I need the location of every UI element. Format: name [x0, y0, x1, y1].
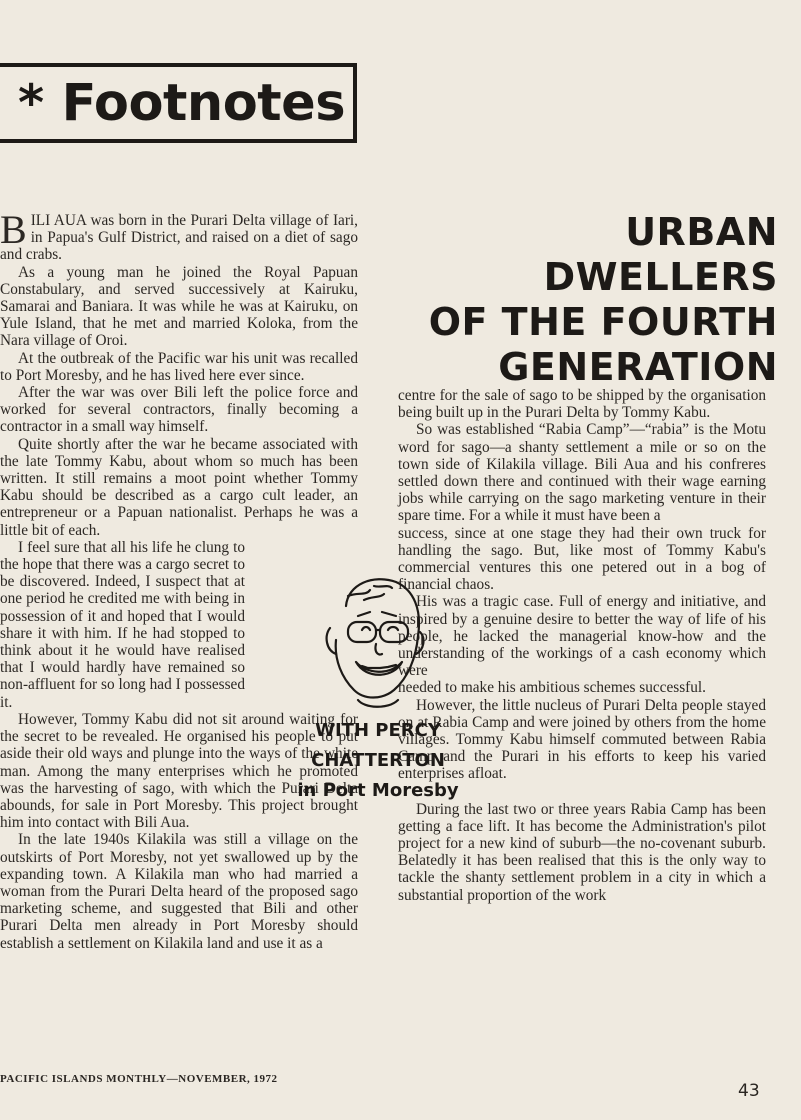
- right-paragraph-2: So was established “Rabia Camp”—“rabia” is the Motu word for sago—a shanty settlement a mile or so on the town side of Kilakila village. Bili Aua and his confreres settled down there and continued with their wage earning jobs while carrying on the sago marketing venture in their spare time. For a while it must have been a: [398, 421, 766, 525]
- left-paragraph-3: At the outbreak of the Pacific war his unit was recalled to Port Moresby, and he has lived here ever since.: [0, 349, 358, 384]
- page-number: 43: [738, 1081, 760, 1101]
- section-star: *: [18, 74, 44, 132]
- byline: [262, 716, 494, 806]
- right-paragraph-6: However, the little nucleus of Purari Delta people stayed on at Rabia Camp and were joined by others from the home villages. Tommy Kabu himself commuted between Rabia Camp and the Purari in his efforts to keep his varied enterprises afloat.: [398, 696, 766, 783]
- article-headline: [386, 210, 778, 390]
- section-title: Footnotes: [61, 73, 346, 133]
- left-paragraph-1: BILI AUA was born in the Purari Delta village of Iari, in Papua's Gulf District, and raised on a diet of sago and crabs.: [0, 207, 358, 264]
- left-paragraph-6: I feel sure that all his life he clung to the hope that there was a cargo secret to be discovered. Indeed, I suspect that at one period he credited me with being in possession of it and hoped that I would share it with him. If he had stopped to think about it he would have realised that I would hardly have remained so non-affluent for so long had I possessed it.: [0, 538, 245, 711]
- drop-cap: B: [0, 207, 27, 252]
- left-paragraph-2: As a young man he joined the Royal Papuan Constabulary, and served successively at Kairuku, Samarai and Baniara. It was while he was at Kairuku, on Yule Island, that he met and married Koloka, from the Nara village of Oroi.: [0, 263, 358, 350]
- headline-line-3: GENERATION: [498, 345, 778, 389]
- section-header: [0, 63, 357, 143]
- left-paragraph-5: Quite shortly after the war he became associated with the late Tommy Kabu, about whom so much has been written. It still remains a moot point whether Tommy Kabu should be described as a cargo cult leader, an entrepreneur or a Papuan nationalist. Perhaps he was a little bit of each.: [0, 435, 358, 539]
- journal-footer: PACIFIC ISLANDS MONTHLY—NOVEMBER, 1972: [0, 1073, 278, 1085]
- left-column: [0, 207, 358, 952]
- byline-location: in Port Moresby: [297, 780, 459, 801]
- headline-line-1: URBAN DWELLERS: [543, 210, 778, 299]
- headline-line-2: OF THE FOURTH: [428, 300, 778, 344]
- right-paragraph-7: During the last two or three years Rabia Camp has been getting a face lift. It has become the Administration's pilot project for a new kind of suburb—the no-covenant suburb. Belatedly it has been realised that this is the only way to tackle the shanty settlement problem in a city in which a substantial proportion of the work: [398, 800, 766, 904]
- byline-author: WITH PERCY CHATTERTON: [311, 720, 445, 771]
- right-paragraph-5: needed to make his ambitious schemes successful.: [398, 679, 706, 697]
- right-column: [398, 387, 766, 904]
- left-paragraph-4: After the war was over Bili left the police force and worked for several contractors, finally becoming a contractor in a small way himself.: [0, 384, 358, 436]
- author-caricature-icon: [318, 566, 428, 716]
- right-paragraph-1: centre for the sale of sago to be shipped by the organisation being built up in the Purari Delta by Tommy Kabu.: [398, 387, 766, 422]
- right-paragraph-4: His was a tragic case. Full of energy and initiative, and inspired by a genuine desire to better the way of life of his people, he lacked the managerial know-how and the understanding of the workings of a cash economy which were: [398, 593, 766, 680]
- left-paragraph-7: However, Tommy Kabu did not sit around waiting for the secret to be revealed. He organised his people to put aside their old ways and plunge into the ways of the white man. Among the many enterprises which he promoted was the harvesting of sago, with which the Purari Delta abounds, for sale in Port Moresby. This project brought him into contact with Bili Aua.: [0, 710, 358, 832]
- left-paragraph-8: In the late 1940s Kilakila was still a village on the outskirts of Port Moresby, not yet swallowed up by the expanding town. A Kilakila man who had married a woman from the Purari Delta heard of the proposed sago marketing scheme, and suggested that Bili and other Purari Delta men already in Port Moresby should establish a settlement on Kilakila land and use it as a: [0, 831, 358, 952]
- right-paragraph-3: success, since at one stage they had their own truck for handling the sago. But, like most of Tommy Kabu's commercial ventures this one petered out in a bog of financial chaos.: [398, 524, 766, 594]
